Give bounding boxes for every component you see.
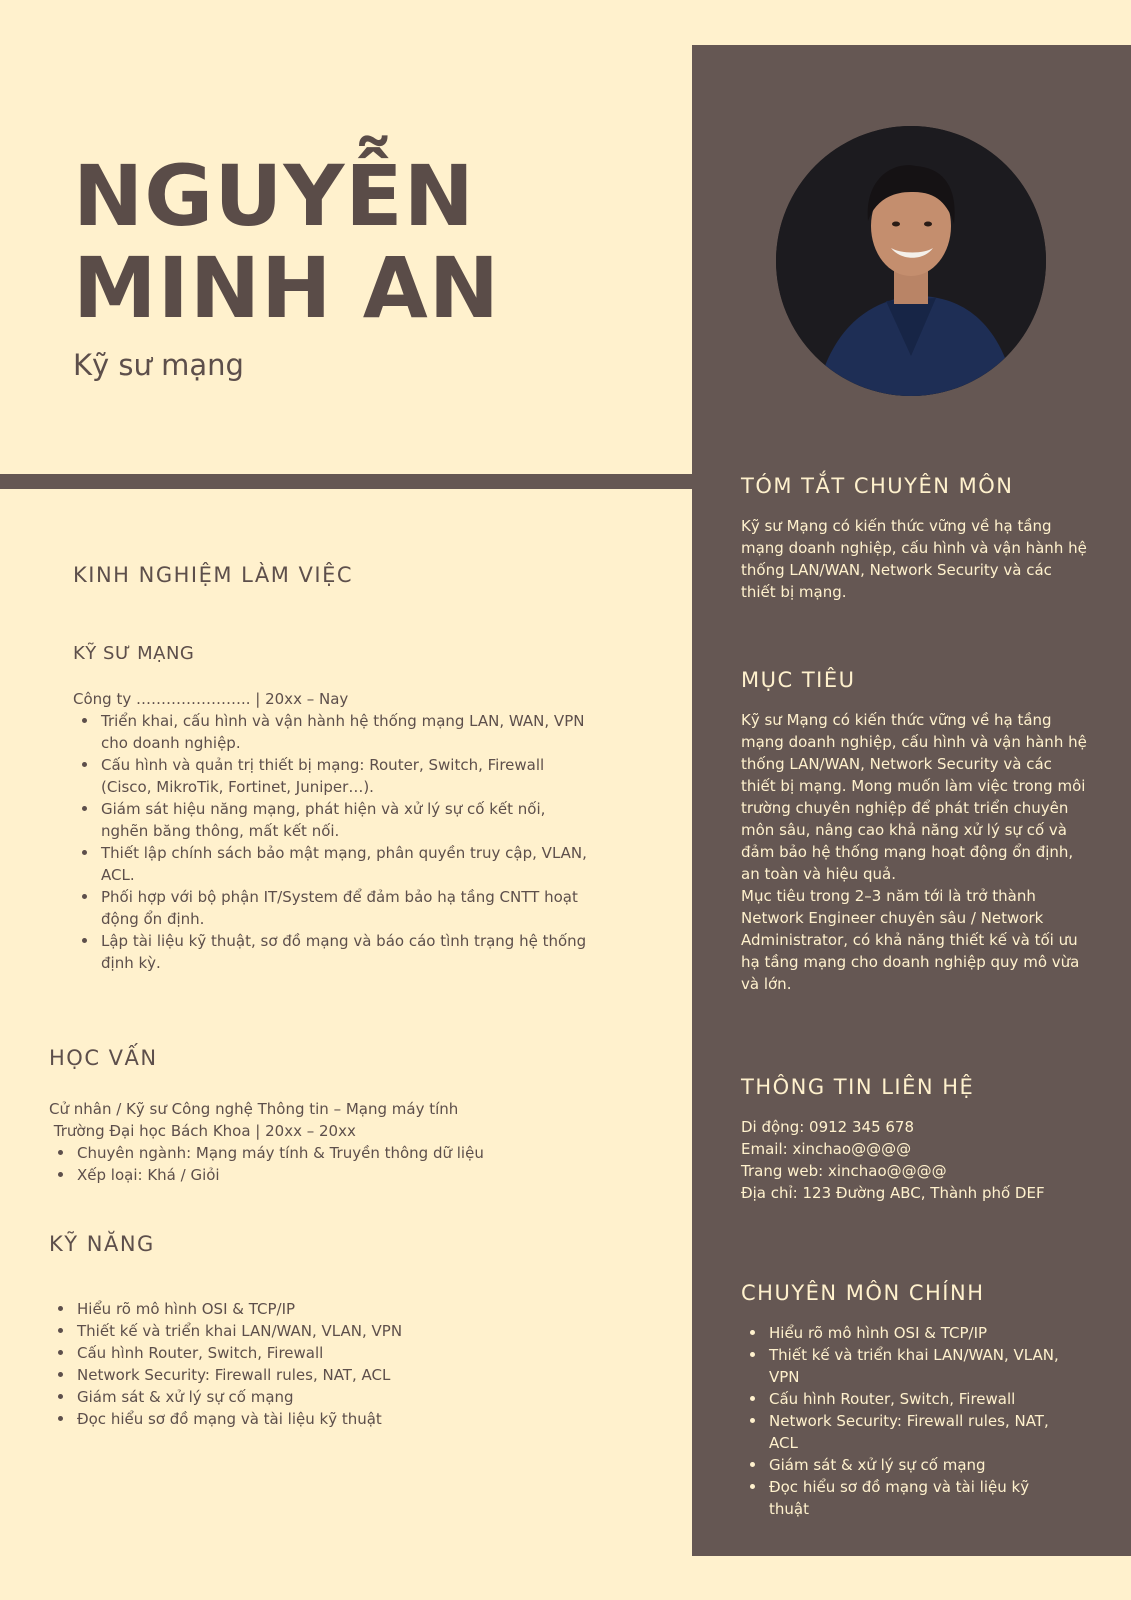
education-list [49, 1142, 609, 1186]
list-item: Triển khai, cấu hình và vận hành hệ thống mạng LAN, WAN, VPN cho doanh nghiệp. [73, 710, 593, 754]
contact-heading: THÔNG TIN LIÊN HỆ [741, 1075, 975, 1099]
list-item: Giám sát & xử lý sự cố mạng [741, 1454, 1071, 1476]
experience-list [73, 710, 593, 974]
summary-text: Kỹ sư Mạng có kiến thức vững về hạ tầng mạng doanh nghiệp, cấu hình và vận hành hệ thống LAN/WAN, Network Security và các thiết bị mạng. [741, 517, 1087, 601]
profile-photo [776, 126, 1046, 396]
expertise-heading: CHUYÊN MÔN CHÍNH [741, 1281, 985, 1305]
list-item: Cấu hình Router, Switch, Firewall [49, 1342, 609, 1364]
skills-list [49, 1298, 609, 1430]
contact-block [741, 1116, 1111, 1204]
person-portrait-icon [776, 126, 1046, 396]
list-item: Giám sát & xử lý sự cố mạng [49, 1386, 609, 1408]
list-item: Thiết lập chính sách bảo mật mạng, phân quyền truy cập, VLAN, ACL. [73, 842, 593, 886]
list-item: Đọc hiểu sơ đồ mạng và tài liệu kỹ thuật [741, 1476, 1071, 1520]
list-item: Giám sát hiệu năng mạng, phát hiện và xử lý sự cố kết nối, nghẽn băng thông, mất kết nối. [73, 798, 593, 842]
list-item: Thiết kế và triển khai LAN/WAN, VLAN, VPN [49, 1320, 609, 1342]
list-item: Hiểu rõ mô hình OSI & TCP/IP [741, 1322, 1071, 1344]
experience-company: Công ty ………………….. | 20xx – Nay [73, 690, 349, 708]
name-line-1: NGUYỄN [73, 147, 475, 245]
job-title: Kỹ sư mạng [73, 348, 244, 382]
skills-block [49, 1298, 609, 1430]
education-block [49, 1098, 609, 1186]
list-item: Network Security: Firewall rules, NAT, ACL [741, 1410, 1071, 1454]
list-item: Hiểu rõ mô hình OSI & TCP/IP [49, 1298, 609, 1320]
contact-website: Trang web: xinchao@@@@ [741, 1162, 947, 1180]
experience-heading: KINH NGHIỆM LÀM VIỆC [73, 563, 354, 587]
list-item: Cấu hình và quản trị thiết bị mạng: Router, Switch, Firewall (Cisco, MikroTik, Fortinet, Juniper…). [73, 754, 593, 798]
list-item: Đọc hiểu sơ đồ mạng và tài liệu kỹ thuật [49, 1408, 609, 1430]
list-item: Phối hợp với bộ phận IT/System để đảm bảo hạ tầng CNTT hoạt động ổn định. [73, 886, 593, 930]
objective-text: Kỹ sư Mạng có kiến thức vững về hạ tầng mạng doanh nghiệp, cấu hình và vận hành hệ thống LAN/WAN, Network Security và các thiết bị mạng. Mong muốn làm việc trong môi trường chuyên nghiệp để phát triển chuyên môn sâu, nâng cao khả năng xử lý sự cố và đảm bảo hệ thống mạng hoạt động ổn định, an toàn và hiệu quả. [741, 711, 1087, 883]
expertise-list [741, 1322, 1071, 1520]
list-item: Lập tài liệu kỹ thuật, sơ đồ mạng và báo cáo tình trạng hệ thống định kỳ. [73, 930, 593, 974]
list-item: Network Security: Firewall rules, NAT, ACL [49, 1364, 609, 1386]
expertise-block [741, 1322, 1071, 1520]
list-item: Thiết kế và triển khai LAN/WAN, VLAN, VPN [741, 1344, 1071, 1388]
skills-heading: KỸ NĂNG [49, 1232, 155, 1256]
candidate-name [73, 147, 500, 337]
list-item: Xếp loại: Khá / Giỏi [49, 1164, 609, 1186]
experience-role: KỸ SƯ MẠNG [73, 643, 195, 664]
summary-heading: TÓM TẮT CHUYÊN MÔN [741, 474, 1014, 498]
education-heading: HỌC VẤN [49, 1046, 158, 1070]
objective-heading: MỤC TIÊU [741, 668, 856, 692]
list-item: Chuyên ngành: Mạng máy tính & Truyền thông dữ liệu [49, 1142, 609, 1164]
objective-goal: Mục tiêu trong 2–3 năm tới là trở thành Network Engineer chuyên sâu / Network Administrator, có khả năng thiết kế và tối ưu hạ tầng mạng cho doanh nghiệp quy mô vừa và lớn. [741, 887, 1080, 993]
objective-block [741, 709, 1091, 995]
contact-email: Email: xinchao@@@@ [741, 1140, 912, 1158]
contact-phone: Di động: 0912 345 678 [741, 1118, 915, 1136]
education-degree: Cử nhân / Kỹ sư Công nghệ Thông tin – Mạng máy tính [49, 1100, 459, 1118]
education-school: Trường Đại học Bách Khoa | 20xx – 20xx [49, 1122, 356, 1140]
name-line-2: MINH AN [73, 239, 500, 337]
header-divider [0, 474, 692, 489]
contact-address: Địa chỉ: 123 Đường ABC, Thành phố DEF [741, 1184, 1045, 1202]
experience-block [73, 688, 593, 974]
list-item: Cấu hình Router, Switch, Firewall [741, 1388, 1071, 1410]
